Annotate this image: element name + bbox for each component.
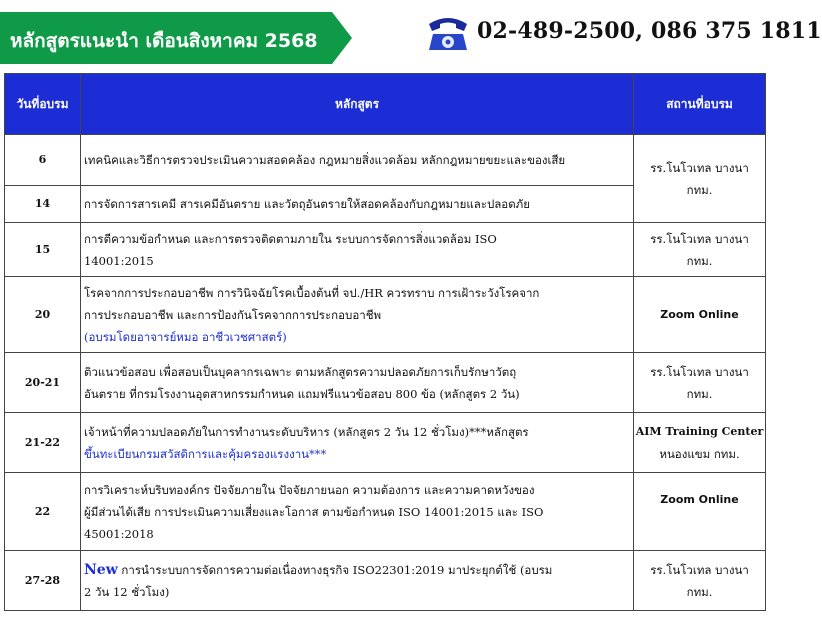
venue-city: กทม. — [686, 584, 713, 599]
venue-name: รร.โนโวเทล บางนา — [650, 562, 749, 577]
row-course — [81, 223, 634, 277]
row-venue — [634, 223, 766, 277]
venue-name: รร.โนโวเทล บางนา — [650, 160, 749, 175]
course-text-line: การประกอบอาชีพ และการป้องกันโรคจากการประกอบอาชีพ — [84, 307, 382, 322]
table-row — [5, 473, 766, 551]
phone-numbers: 02-489-2500, 086 375 1811 — [477, 18, 822, 44]
row-course — [81, 551, 634, 611]
row-date: 27-28 — [5, 551, 81, 611]
new-badge: New — [84, 561, 118, 578]
course-text-line: ผู้มีส่วนได้เสีย การประเมินความเสี่ยงและโอกาส ตามข้อกำหนด ISO 14001:2015 และ ISO — [84, 504, 544, 519]
contact-phone — [425, 12, 822, 56]
row-course — [81, 353, 634, 413]
row-venue — [634, 353, 766, 413]
page-title: หลักสูตรแนะนำ เดือนสิงหาคม 2568 — [10, 30, 318, 52]
telephone-icon — [425, 12, 471, 52]
row-date: 21-22 — [5, 413, 81, 473]
table-row — [5, 135, 766, 186]
course-text-line: การตีความข้อกำหนด และการตรวจติดตามภายใน ระบบการจัดการสิ่งแวดล้อม ISO — [84, 231, 497, 246]
course-text-line: อันตราย ที่กรมโรงงานอุตสาหกรรมกำหนด แถมฟรีแนวข้อสอบ 800 ข้อ (หลักสูตร 2 วัน) — [84, 386, 520, 401]
course-text-line: 2 วัน 12 ชั่วโมง) — [84, 584, 170, 599]
venue-city: กทม. — [686, 253, 713, 268]
row-venue: Zoom Online — [634, 473, 766, 551]
row-date: 20-21 — [5, 353, 81, 413]
table-row — [5, 353, 766, 413]
venue-name: รร.โนโวเทล บางนา — [650, 231, 749, 246]
course-text-line: เจ้าหน้าที่ความปลอดภัยในการทำงานระดับบริหาร (หลักสูตร 2 วัน 12 ชั่วโมง)***หลักสูตร — [84, 424, 529, 439]
row-date: 14 — [5, 186, 81, 223]
row-date: 20 — [5, 277, 81, 353]
column-header-course: หลักสูตร — [81, 74, 634, 135]
row-course: การจัดการสารเคมี สารเคมีอันตราย และวัตถุอันตรายให้สอดคล้องกับกฎหมายและปลอดภัย — [81, 186, 634, 223]
course-text-line: ติวแนวข้อสอบ เพื่อสอบเป็นบุคลากรเฉพาะ ตามหลักสูตรความปลอดภัยการเก็บรักษาวัตถุ — [84, 364, 517, 379]
course-text-line: 45001:2018 — [84, 526, 154, 541]
row-date: 15 — [5, 223, 81, 277]
column-header-venue: สถานที่อบรม — [634, 74, 766, 135]
row-course — [81, 277, 634, 353]
course-instructor-note: (อบรมโดยอาจารย์หมอ อาชีวเวชศาสตร์) — [84, 329, 287, 344]
row-venue — [634, 135, 766, 223]
course-text-line: โรคจากการประกอบอาชีพ การวินิจฉัยโรคเบื้องต้นที่ จป./HR ควรทราบ การเฝ้าระวังโรคจาก — [84, 285, 540, 300]
row-course — [81, 473, 634, 551]
venue-name: AIM Training Center — [635, 424, 764, 438]
column-header-date: วันที่อบรม — [5, 74, 81, 135]
venue-city: กทม. — [686, 386, 713, 401]
venue-city: หนองแขม กทม. — [659, 446, 740, 461]
venue-name: รร.โนโวเทล บางนา — [650, 364, 749, 379]
row-course — [81, 413, 634, 473]
row-venue — [634, 413, 766, 473]
course-text-line: การวิเคราะห์บริบทองค์กร ปัจจัยภายใน ปัจจัยภายนอก ความต้องการ และความคาดหวังของ — [84, 482, 535, 497]
table-header-row — [5, 74, 766, 135]
venue-city: กทม. — [686, 182, 713, 197]
row-date: 6 — [5, 135, 81, 186]
table-row — [5, 551, 766, 611]
header-banner — [0, 12, 352, 64]
table-row — [5, 223, 766, 277]
table-row — [5, 413, 766, 473]
course-registration-note: ขึ้นทะเบียนกรมสวัสดิการและคุ้มครองแรงงาน*** — [84, 446, 327, 461]
row-course: เทคนิคและวิธีการตรวจประเมินความสอดคล้อง กฎหมายสิ่งแวดล้อม หลักกฎหมายขยะและของเสีย — [81, 135, 634, 186]
row-venue: Zoom Online — [634, 277, 766, 353]
course-schedule-table — [4, 73, 766, 611]
course-text-line: การนำระบบการจัดการความต่อเนื่องทางธุรกิจ ISO22301:2019 มาประยุกต์ใช้ (อบรม — [117, 562, 553, 577]
course-text-line: 14001:2015 — [84, 253, 154, 268]
row-venue — [634, 551, 766, 611]
row-date: 22 — [5, 473, 81, 551]
table-row — [5, 277, 766, 353]
